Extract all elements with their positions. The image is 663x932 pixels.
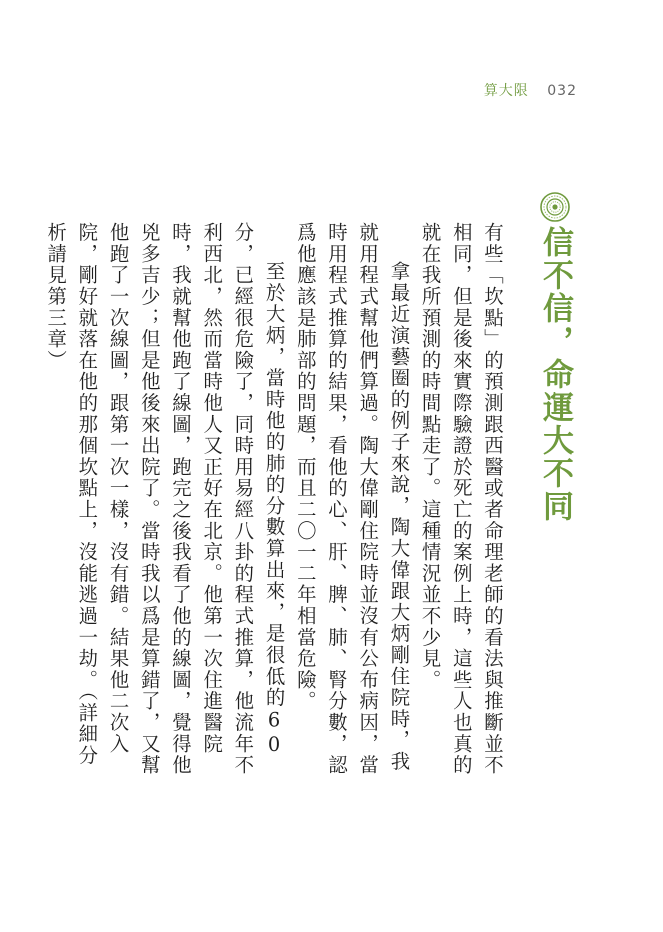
running-header — [484, 82, 577, 100]
page-number: 032 — [547, 83, 577, 99]
paragraph: 至於大炳，當時他的肺的分數算出來，是很低的60分，已經很危險了，同時用易經八卦的程式推算，他流年不利西北，然而當時他人又正好在北京。他第一次住進醫院時，我就幫他跑了線圖，跑完之後我看了他的線圖，覺得他兇多吉少；但是他後來出院了。當時我以爲是算錯了，又幫他跑了一次線圖，跟第一次一樣，沒有錯。結果他二次入院，剛好就落在他的那個坎點上，沒能逃過一劫。（詳細分析請見第三章） — [44, 222, 286, 776]
body-text — [44, 222, 508, 782]
seal-emblem-icon — [540, 192, 570, 222]
paragraph: 有些「坎點」的預測跟西醫或者命理老師的看法與推斷並不相同，但是後來實際驗證於死亡的案例上時，這些人也真的就在我所預測的時間點走了。這種情況並不少見。 — [418, 222, 504, 776]
paragraph: 拿最近演藝圈的例子來說，陶大偉跟大炳剛住院時，我就用程式幫他們算過。陶大偉剛住院時並沒有公布病因，當時用程式推算的結果，看他的心、肝、脾、肺、腎分數，認爲他應該是肺部的問題，而且二〇一二年相當危險。 — [293, 222, 411, 776]
running-header-book-title: 算大限 — [483, 83, 529, 99]
section-title: 信不信，命運大不同 — [537, 226, 573, 523]
